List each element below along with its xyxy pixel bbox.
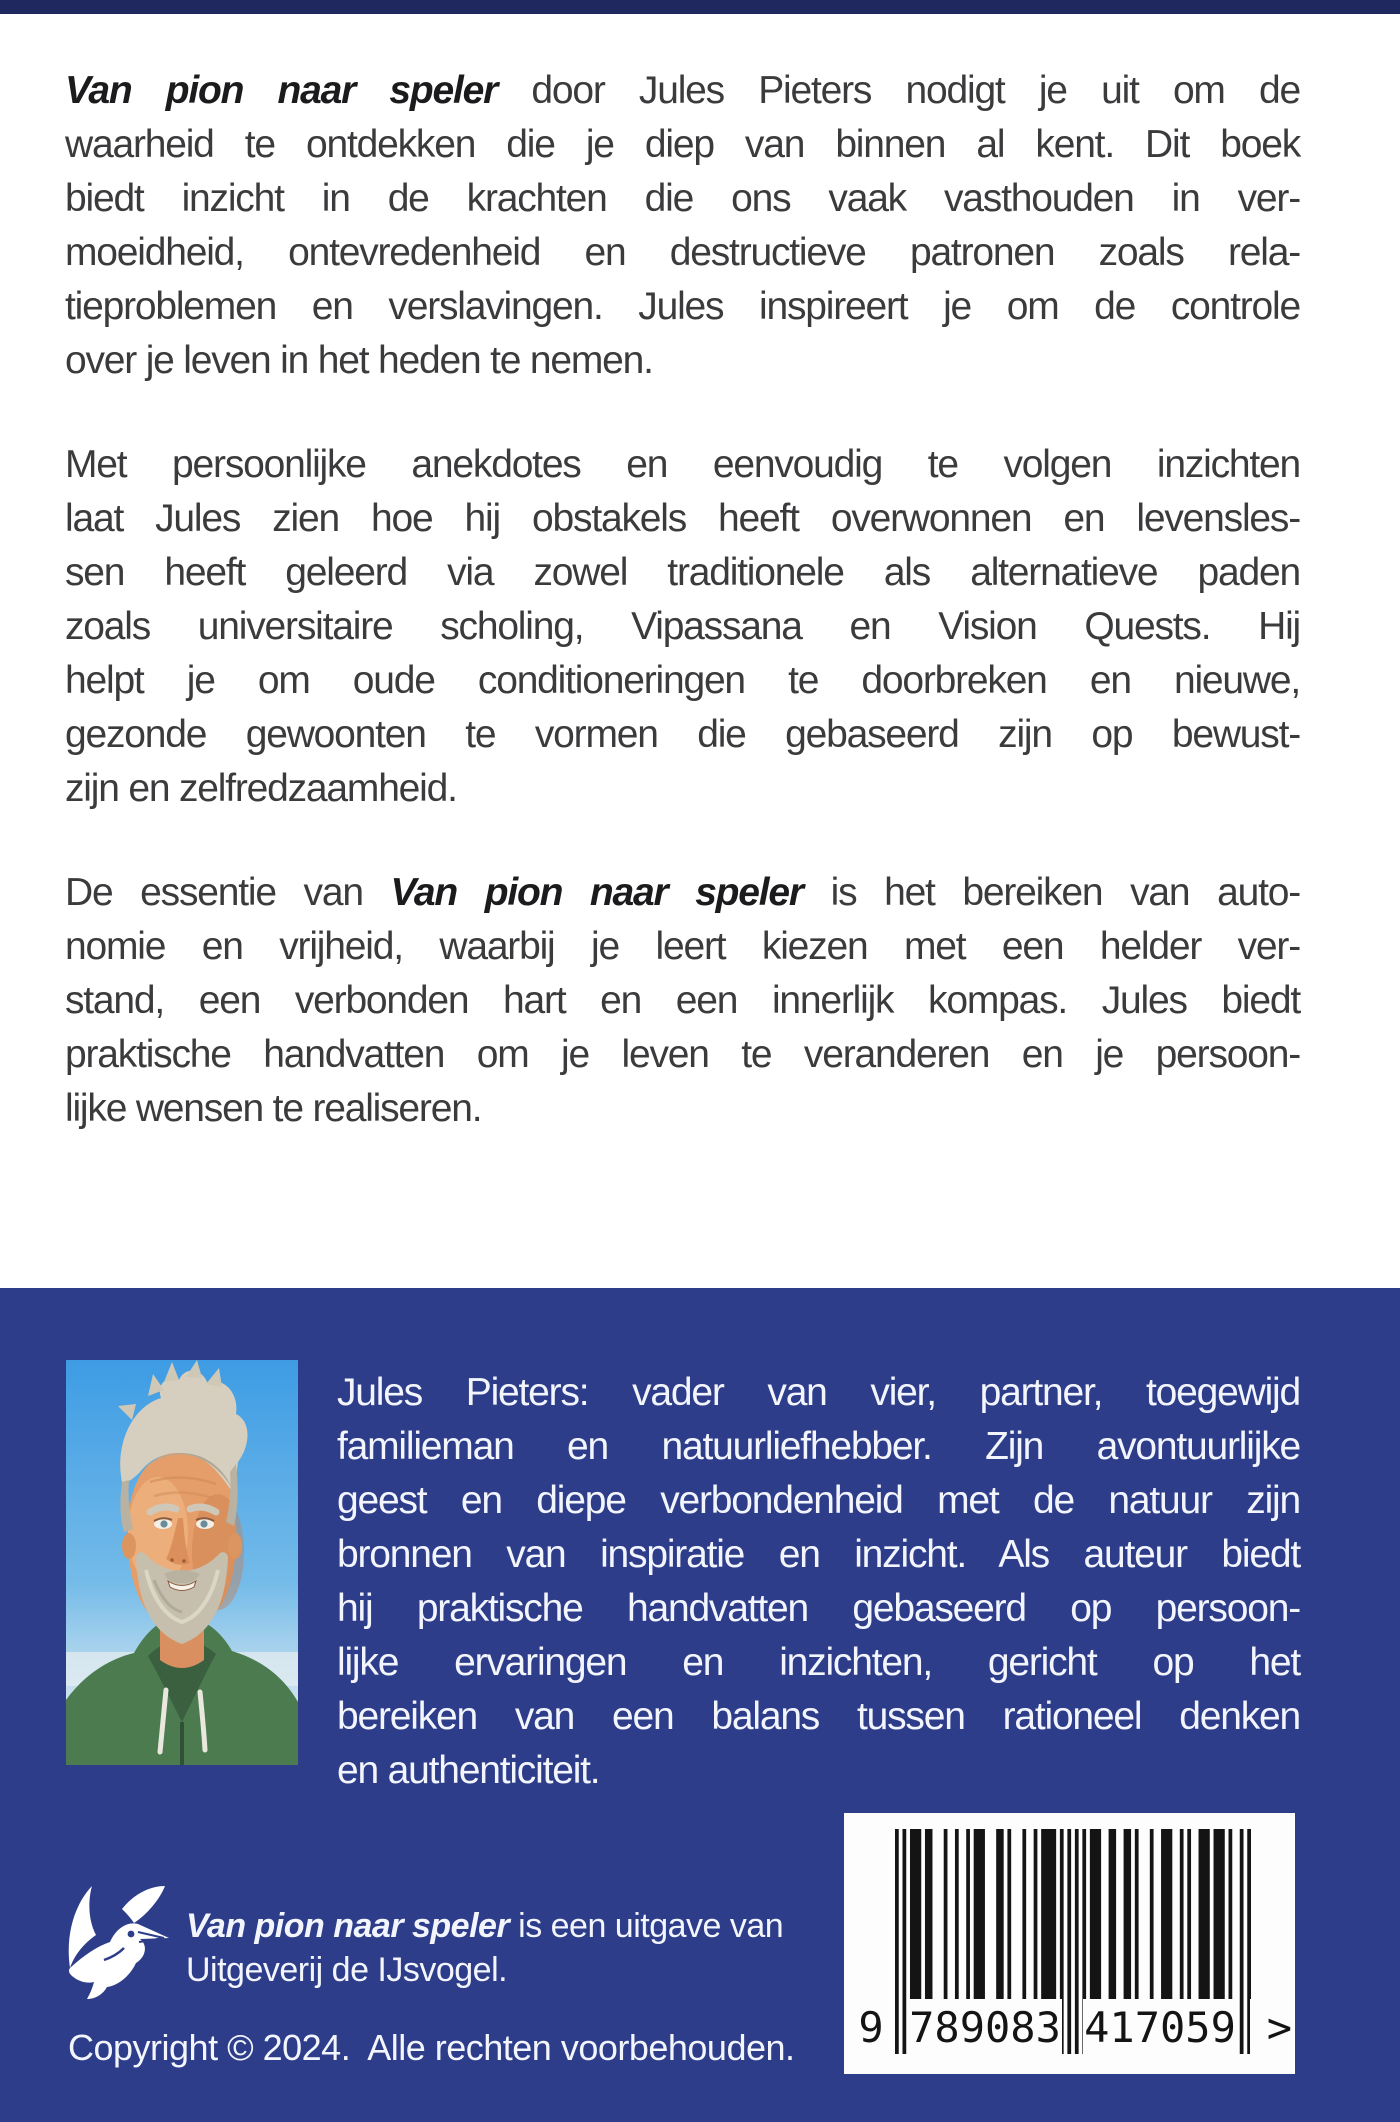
text-line: De essentie van Van pion naar speler is het bereiken van auto- <box>65 871 1300 914</box>
text-line: familieman en natuurliefhebber. Zijn avontuurlijke <box>337 1425 1300 1468</box>
text-line: hij praktische handvatten gebaseerd op persoon- <box>337 1587 1300 1630</box>
text-line: stand, een verbonden hart en een innerlijk kompas. Jules biedt <box>65 979 1300 1022</box>
text-line: bereiken van een balans tussen rationeel denken <box>337 1695 1300 1738</box>
copyright-line: Copyright © 2024. Alle rechten voorbehouden. <box>68 2027 795 2068</box>
text-line: Van pion naar speler door Jules Pieters nodigt je uit om de <box>65 69 1300 112</box>
text-line: geest en diepe verbondenheid met de natuur zijn <box>337 1479 1300 1522</box>
synopsis-paragraph-2 <box>65 438 1300 816</box>
synopsis-paragraph-3 <box>65 866 1300 1136</box>
kingfisher-logo-icon <box>58 1882 170 2000</box>
synopsis-paragraph-1 <box>65 64 1300 388</box>
text-line: lijke wensen te realiseren. <box>65 1087 482 1130</box>
text-line: en authenticiteit. <box>337 1749 600 1792</box>
text-line: laat Jules zien hoe hij obstakels heeft overwonnen en levensles- <box>65 497 1300 540</box>
publisher-line-1-rest: is een uitgave van <box>509 1907 784 1945</box>
text-line: tieproblemen en verslavingen. Jules inspireert je om de controle <box>65 285 1300 328</box>
footer-blue-section <box>0 1288 1400 2122</box>
text-line: praktische handvatten om je leven te veranderen en je persoon- <box>65 1033 1300 1076</box>
text-line: helpt je om oude conditioneringen te doorbreken en nieuwe, <box>65 659 1300 702</box>
synopsis-text <box>65 64 1300 1186</box>
author-photo <box>66 1360 298 1765</box>
top-edge-bar <box>0 0 1400 14</box>
text-line: sen heeft geleerd via zowel traditionele als alternatieve paden <box>65 551 1300 594</box>
text-line: over je leven in het heden te nemen. <box>65 339 653 382</box>
text-line: biedt inzicht in de krachten die ons vaak vasthouden in ver- <box>65 177 1300 220</box>
book-title: Van pion naar speler <box>186 1907 510 1945</box>
barcode-digit-9: 9 <box>850 1999 892 2056</box>
text-line: waarheid te ontdekken die je diep van binnen al kent. Dit boek <box>65 123 1300 166</box>
text-line: gezonde gewoonten te vormen die gebaseerd zijn op bewust- <box>65 713 1300 756</box>
text-line: zijn en zelfredzaamheid. <box>65 767 457 810</box>
author-bio <box>337 1366 1300 1798</box>
text-line: Jules Pieters: vader van vier, partner, toegewijd <box>337 1371 1300 1414</box>
text-line: moeidheid, ontevredenheid en destructieve patronen zoals rela- <box>65 231 1300 274</box>
publisher-line-1 <box>186 1904 946 1948</box>
publisher-line-2: Uitgeverij de IJsvogel. <box>186 1951 508 1989</box>
publisher-credit <box>186 1904 946 1992</box>
text-line: zoals universitaire scholing, Vipassana en Vision Quests. Hij <box>65 605 1300 648</box>
text-line: Met persoonlijke anekdotes en eenvoudig te volgen inzichten <box>65 443 1300 486</box>
barcode-digits-group2: 417059 <box>1083 1999 1237 2056</box>
barcode-digits-group1: 789083 <box>908 1999 1062 2056</box>
text-line: bronnen van inspiratie en inzicht. Als auteur biedt <box>337 1533 1300 1576</box>
barcode-arrow: > <box>1250 1999 1292 2056</box>
text-line: nomie en vrijheid, waarbij je leert kiezen met een helder ver- <box>65 925 1300 968</box>
text-line: lijke ervaringen en inzichten, gericht op het <box>337 1641 1300 1684</box>
